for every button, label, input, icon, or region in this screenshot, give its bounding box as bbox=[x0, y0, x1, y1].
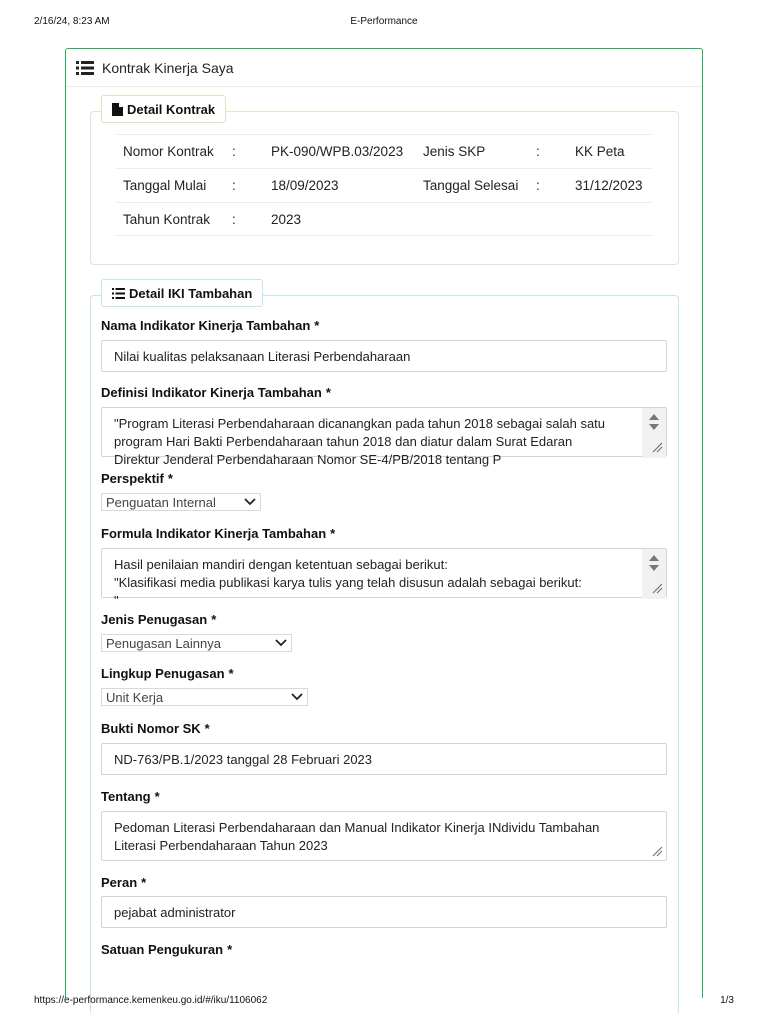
required-mark: * bbox=[141, 875, 147, 890]
formula-label: Formula Indikator Kinerja Tambahan * bbox=[101, 526, 336, 541]
definisi-label: Definisi Indikator Kinerja Tambahan * bbox=[101, 385, 331, 400]
jenis-penugasan-label: Jenis Penugasan * bbox=[101, 612, 217, 627]
required-mark: * bbox=[227, 942, 233, 957]
definisi-line-2: program Hari Bakti Perbendaharaan tahun 2018 dan diatur dalam Surat Edaran bbox=[114, 434, 573, 449]
definisi-textarea[interactable] bbox=[101, 407, 667, 467]
detail-kontrak-title: Detail Kontrak bbox=[127, 101, 216, 117]
print-title: E-Performance bbox=[350, 16, 418, 27]
lingkup-penugasan-label: Lingkup Penugasan * bbox=[101, 666, 234, 681]
perspektif-label: Perspektif * bbox=[101, 471, 173, 486]
jenis-penugasan-select[interactable] bbox=[101, 634, 292, 652]
definisi-line-3: Direktur Jenderal Perbendaharaan Nomor SE-4/PB/2018 tentang P bbox=[114, 452, 502, 467]
separator: : bbox=[536, 144, 540, 159]
formula-line-2: "Klasifikasi media publikasi karya tulis yang telah disusun adalah sebagai berikut: bbox=[114, 575, 582, 590]
tentang-textarea[interactable] bbox=[101, 811, 667, 861]
formula-textarea[interactable] bbox=[101, 548, 667, 608]
nama-indikator-label: Nama Indikator Kinerja Tambahan * bbox=[101, 318, 320, 333]
list-icon bbox=[76, 61, 94, 75]
lingkup-penugasan-select[interactable] bbox=[101, 688, 308, 706]
definisi-line-1: "Program Literasi Perbendaharaan dicanangkan pada tahun 2018 sebagai salah satu bbox=[114, 416, 606, 431]
separator: : bbox=[232, 144, 236, 159]
print-footer bbox=[0, 995, 768, 1009]
table-row bbox=[115, 202, 653, 236]
perspektif-value: Penguatan Internal bbox=[106, 494, 216, 510]
satuan-pengukuran-label: Satuan Pengukuran * bbox=[101, 942, 233, 957]
scroll-down-icon[interactable] bbox=[649, 424, 659, 430]
tahun-kontrak-value: 2023 bbox=[271, 212, 302, 227]
bukti-sk-input[interactable]: ND-763/PB.1/2023 tanggal 28 Februari 2023 bbox=[101, 743, 667, 775]
card-header bbox=[66, 49, 702, 87]
print-page-number: 1/3 bbox=[720, 995, 734, 1006]
print-datetime: 2/16/24, 8:23 AM bbox=[34, 16, 110, 27]
table-row bbox=[115, 168, 653, 202]
detail-iki-legend bbox=[101, 279, 263, 307]
jenis-penugasan-value: Penugasan Lainnya bbox=[106, 635, 221, 651]
tanggal-mulai-label: Tanggal Mulai bbox=[123, 178, 207, 193]
resize-grip-icon[interactable] bbox=[651, 845, 663, 857]
required-mark: * bbox=[330, 526, 336, 541]
tentang-line-1: Pedoman Literasi Perbendaharaan dan Manual Indikator Kinerja INdividu Tambahan bbox=[114, 820, 600, 835]
chevron-down-icon bbox=[244, 498, 256, 506]
separator: : bbox=[536, 178, 540, 193]
detail-iki-title: Detail IKI Tambahan bbox=[129, 285, 253, 301]
jenis-skp-value: KK Peta bbox=[575, 144, 625, 159]
required-mark: * bbox=[228, 666, 234, 681]
table-row bbox=[115, 134, 653, 168]
list-icon bbox=[112, 288, 125, 299]
tanggal-selesai-label: Tanggal Selesai bbox=[423, 178, 519, 193]
kontrak-kinerja-card bbox=[65, 48, 703, 998]
chevron-down-icon bbox=[275, 639, 287, 647]
scroll-up-icon[interactable] bbox=[649, 414, 659, 420]
peran-input[interactable]: pejabat administrator bbox=[101, 896, 667, 928]
resize-grip-icon[interactable] bbox=[651, 441, 663, 453]
required-mark: * bbox=[325, 385, 331, 400]
required-mark: * bbox=[204, 721, 210, 736]
required-mark: * bbox=[167, 471, 173, 486]
required-mark: * bbox=[314, 318, 320, 333]
kontrak-info-table bbox=[115, 134, 653, 236]
tentang-line-2: Literasi Perbendaharaan Tahun 2023 bbox=[114, 838, 328, 853]
peran-label: Peran * bbox=[101, 875, 147, 890]
nomor-kontrak-label: Nomor Kontrak bbox=[123, 144, 214, 159]
tanggal-mulai-value: 18/09/2023 bbox=[271, 178, 339, 193]
nama-indikator-input[interactable]: Nilai kualitas pelaksanaan Literasi Perbendaharaan bbox=[101, 340, 667, 372]
bukti-sk-label: Bukti Nomor SK * bbox=[101, 721, 210, 736]
print-header bbox=[0, 16, 768, 30]
scroll-up-icon[interactable] bbox=[649, 555, 659, 561]
lingkup-penugasan-value: Unit Kerja bbox=[106, 689, 164, 705]
tahun-kontrak-label: Tahun Kontrak bbox=[123, 212, 211, 227]
resize-grip-icon[interactable] bbox=[651, 582, 663, 594]
separator: : bbox=[232, 178, 236, 193]
card-title: Kontrak Kinerja Saya bbox=[102, 59, 234, 76]
tanggal-selesai-value: 31/12/2023 bbox=[575, 178, 643, 193]
required-mark: * bbox=[154, 789, 160, 804]
separator: : bbox=[232, 212, 236, 227]
print-url: https://e-performance.kemenkeu.go.id/#/iku/1106062 bbox=[34, 995, 268, 1006]
tentang-label: Tentang * bbox=[101, 789, 160, 804]
formula-line-1: Hasil penilaian mandiri dengan ketentuan sebagai berikut: bbox=[114, 557, 448, 572]
jenis-skp-label: Jenis SKP bbox=[423, 144, 486, 159]
scroll-down-icon[interactable] bbox=[649, 565, 659, 571]
perspektif-select[interactable] bbox=[101, 493, 261, 511]
required-mark: * bbox=[211, 612, 217, 627]
chevron-down-icon bbox=[291, 693, 303, 701]
file-icon bbox=[112, 103, 123, 116]
formula-line-3: " bbox=[114, 593, 119, 608]
nomor-kontrak-value: PK-090/WPB.03/2023 bbox=[271, 144, 404, 159]
detail-kontrak-legend bbox=[101, 95, 226, 123]
